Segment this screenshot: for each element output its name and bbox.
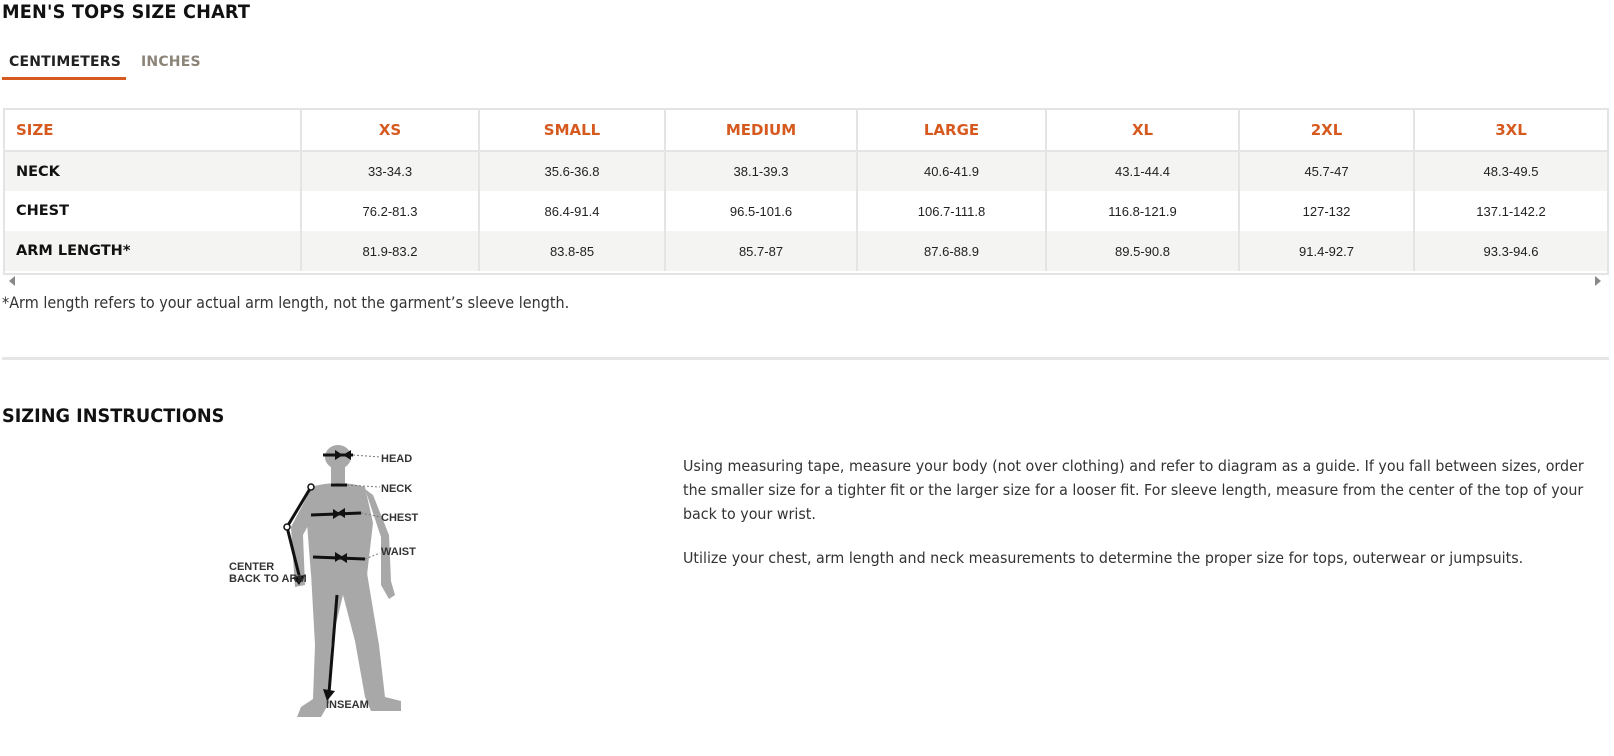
table-cell: 38.1-39.3 (665, 151, 857, 191)
diagram-label-chest: CHEST (381, 512, 419, 524)
instructions-paragraph: Using measuring tape, measure your body (not over clothing) and refer to diagram as a guide. If you fall between sizes, order the smaller size for a tighter fit or the larger size for a looser fit. For sleeve length, measure from the center of the top of your back to your wrist. (683, 457, 1584, 523)
scroll-right-arrow-icon[interactable] (1595, 276, 1601, 286)
size-chart-table (5, 110, 1607, 271)
header-large: LARGE (857, 110, 1046, 151)
tab-inches[interactable]: INCHES (141, 54, 201, 70)
header-medium: MEDIUM (665, 110, 857, 151)
tab-centimeters[interactable]: CENTIMETERS (2, 50, 126, 80)
table-row-arm-length (5, 231, 1607, 271)
unit-tabs (2, 50, 222, 80)
diagram-label-center: CENTER (229, 561, 275, 573)
table-cell: 85.7-87 (665, 231, 857, 271)
header-xl: XL (1046, 110, 1239, 151)
table-cell: 86.4-91.4 (479, 191, 665, 231)
table-cell: 81.9-83.2 (301, 231, 479, 271)
arm-length-footnote: *Arm length refers to your actual arm length, not the garment’s sleeve length. (2, 293, 570, 312)
scroll-left-arrow-icon[interactable] (9, 276, 15, 286)
table-cell: 116.8-121.9 (1046, 191, 1239, 231)
diagram-label-head: HEAD (381, 453, 413, 465)
sizing-instructions-text (683, 454, 1608, 570)
instructions-paragraph: Utilize your chest, arm length and neck measurements to determine the proper size for tops, outerwear or jumpsuits. (683, 549, 1524, 567)
table-cell: 89.5-90.8 (1046, 231, 1239, 271)
table-cell: 127-132 (1239, 191, 1414, 231)
table-row-neck (5, 151, 1607, 191)
header-2xl: 2XL (1239, 110, 1414, 151)
diagram-label-waist: WAIST (381, 546, 416, 558)
size-chart-table-container[interactable] (3, 108, 1609, 275)
table-cell: 93.3-94.6 (1414, 231, 1607, 271)
table-cell: 35.6-36.8 (479, 151, 665, 191)
body-measurement-diagram (215, 445, 445, 745)
table-cell: 33-34.3 (301, 151, 479, 191)
row-label: CHEST (5, 191, 301, 231)
diagram-label-inseam: INSEAM (326, 699, 369, 711)
table-cell: 87.6-88.9 (857, 231, 1046, 271)
table-cell: 43.1-44.4 (1046, 151, 1239, 191)
header-3xl: 3XL (1414, 110, 1607, 151)
table-cell: 106.7-111.8 (857, 191, 1046, 231)
table-header-row (5, 110, 1607, 151)
header-xs: XS (301, 110, 479, 151)
diagram-label-back-to-arm: BACK TO ARM (229, 573, 307, 585)
header-small: SMALL (479, 110, 665, 151)
sizing-instructions-title: SIZING INSTRUCTIONS (2, 405, 225, 427)
header-size: SIZE (5, 110, 301, 151)
table-cell: 91.4-92.7 (1239, 231, 1414, 271)
row-label: ARM LENGTH* (5, 231, 301, 271)
table-cell: 137.1-142.2 (1414, 191, 1607, 231)
table-cell: 76.2-81.3 (301, 191, 479, 231)
page-title: MEN'S TOPS SIZE CHART (2, 1, 251, 23)
table-cell: 83.8-85 (479, 231, 665, 271)
diagram-label-neck: NECK (381, 483, 413, 495)
row-label: NECK (5, 151, 301, 191)
table-row-chest (5, 191, 1607, 231)
section-divider (2, 357, 1609, 360)
table-cell: 48.3-49.5 (1414, 151, 1607, 191)
table-cell: 40.6-41.9 (857, 151, 1046, 191)
table-cell: 45.7-47 (1239, 151, 1414, 191)
table-cell: 96.5-101.6 (665, 191, 857, 231)
